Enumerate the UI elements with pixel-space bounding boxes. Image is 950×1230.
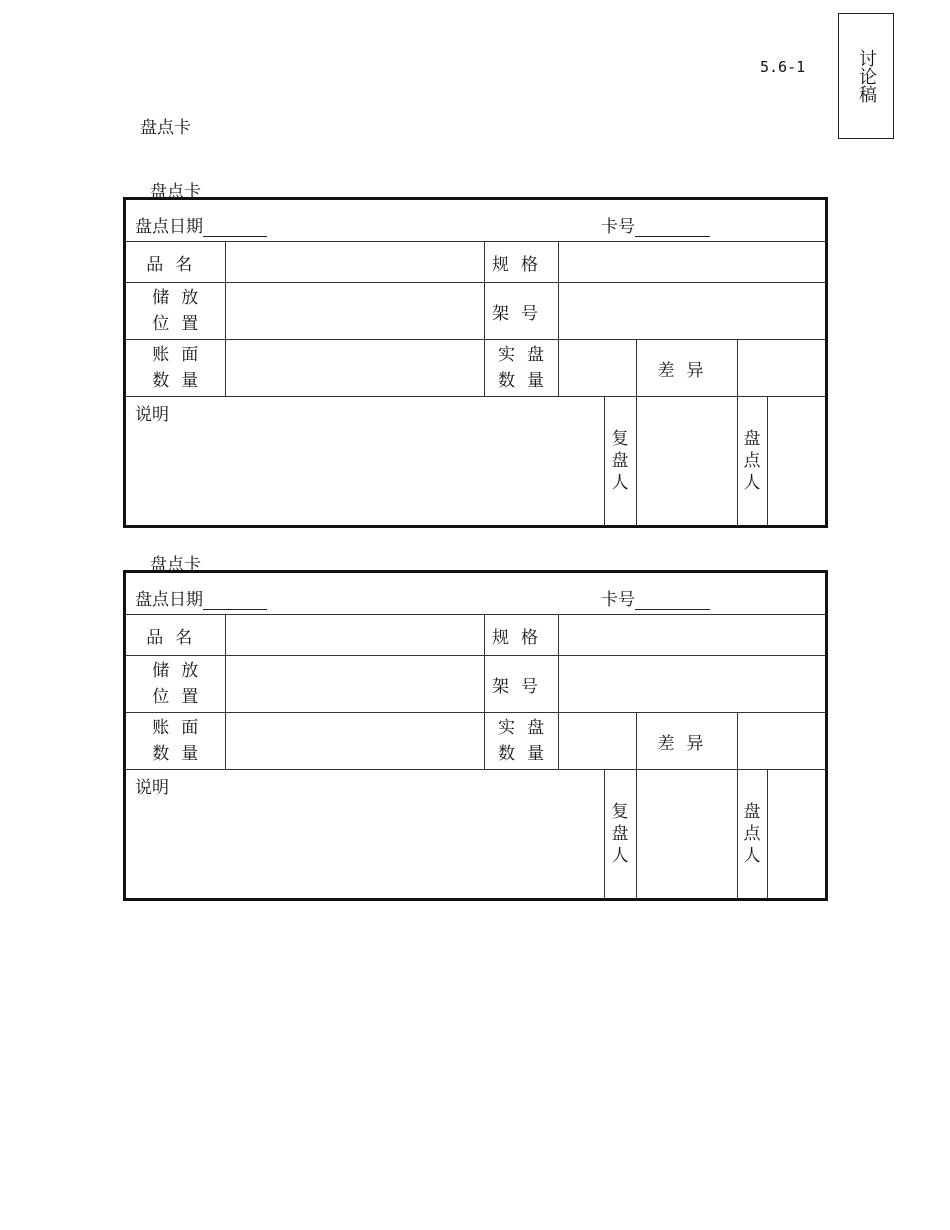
page-title: 盘点卡 bbox=[140, 118, 191, 138]
card-number-field[interactable]: 卡号 bbox=[601, 212, 710, 237]
counter-label: 盘 点 人 bbox=[737, 397, 767, 526]
actual-quantity-label: 实盘 数量 bbox=[484, 340, 558, 397]
notes-label: 说明 bbox=[135, 405, 169, 425]
item-name-label: 品名 bbox=[126, 242, 225, 283]
counter-label: 盘 点 人 bbox=[737, 770, 767, 899]
actual-quantity-input[interactable] bbox=[558, 340, 636, 397]
storage-location-input[interactable] bbox=[225, 656, 484, 713]
card-header-row bbox=[126, 573, 825, 615]
difference-label: 差异 bbox=[636, 713, 737, 770]
shelf-number-input[interactable] bbox=[558, 656, 825, 713]
card-caption: 盘点卡 bbox=[150, 555, 201, 575]
shelf-number-label: 架号 bbox=[484, 283, 558, 340]
inventory-card bbox=[123, 197, 828, 528]
storage-location-label: 储放 位置 bbox=[126, 656, 225, 713]
rechecker-input[interactable] bbox=[636, 397, 737, 526]
actual-quantity-label: 实盘 数量 bbox=[484, 713, 558, 770]
count-date-field[interactable]: 盘点日期 bbox=[135, 585, 267, 610]
inventory-card-table bbox=[126, 200, 825, 525]
notes-label: 说明 bbox=[135, 778, 169, 798]
counter-input[interactable] bbox=[767, 770, 825, 899]
card-caption: 盘点卡 bbox=[150, 182, 201, 202]
count-date-field[interactable]: 盘点日期 bbox=[135, 212, 267, 237]
book-quantity-input[interactable] bbox=[225, 340, 484, 397]
rechecker-label: 复 盘 人 bbox=[604, 770, 636, 899]
inventory-card-table bbox=[126, 573, 825, 898]
document-number: 5.6-1 bbox=[760, 58, 806, 76]
rechecker-input[interactable] bbox=[636, 770, 737, 899]
item-name-input[interactable] bbox=[225, 615, 484, 656]
storage-location-input[interactable] bbox=[225, 283, 484, 340]
notes-field[interactable] bbox=[126, 770, 604, 899]
book-quantity-label: 账面 数量 bbox=[126, 340, 225, 397]
difference-input[interactable] bbox=[737, 713, 825, 770]
counter-input[interactable] bbox=[767, 397, 825, 526]
inventory-card bbox=[123, 570, 828, 901]
card-number-field[interactable]: 卡号 bbox=[601, 585, 710, 610]
actual-quantity-input[interactable] bbox=[558, 713, 636, 770]
spec-label: 规格 bbox=[484, 615, 558, 656]
item-name-label: 品名 bbox=[126, 615, 225, 656]
shelf-number-input[interactable] bbox=[558, 283, 825, 340]
shelf-number-label: 架号 bbox=[484, 656, 558, 713]
difference-label: 差异 bbox=[636, 340, 737, 397]
item-name-input[interactable] bbox=[225, 242, 484, 283]
draft-stamp-text: 讨论稿 bbox=[856, 49, 877, 103]
book-quantity-label: 账面 数量 bbox=[126, 713, 225, 770]
notes-field[interactable] bbox=[126, 397, 604, 526]
book-quantity-input[interactable] bbox=[225, 713, 484, 770]
draft-stamp bbox=[838, 13, 894, 139]
storage-location-label: 储放 位置 bbox=[126, 283, 225, 340]
rechecker-label: 复 盘 人 bbox=[604, 397, 636, 526]
difference-input[interactable] bbox=[737, 340, 825, 397]
card-header-row bbox=[126, 200, 825, 242]
spec-input[interactable] bbox=[558, 615, 825, 656]
spec-label: 规格 bbox=[484, 242, 558, 283]
spec-input[interactable] bbox=[558, 242, 825, 283]
